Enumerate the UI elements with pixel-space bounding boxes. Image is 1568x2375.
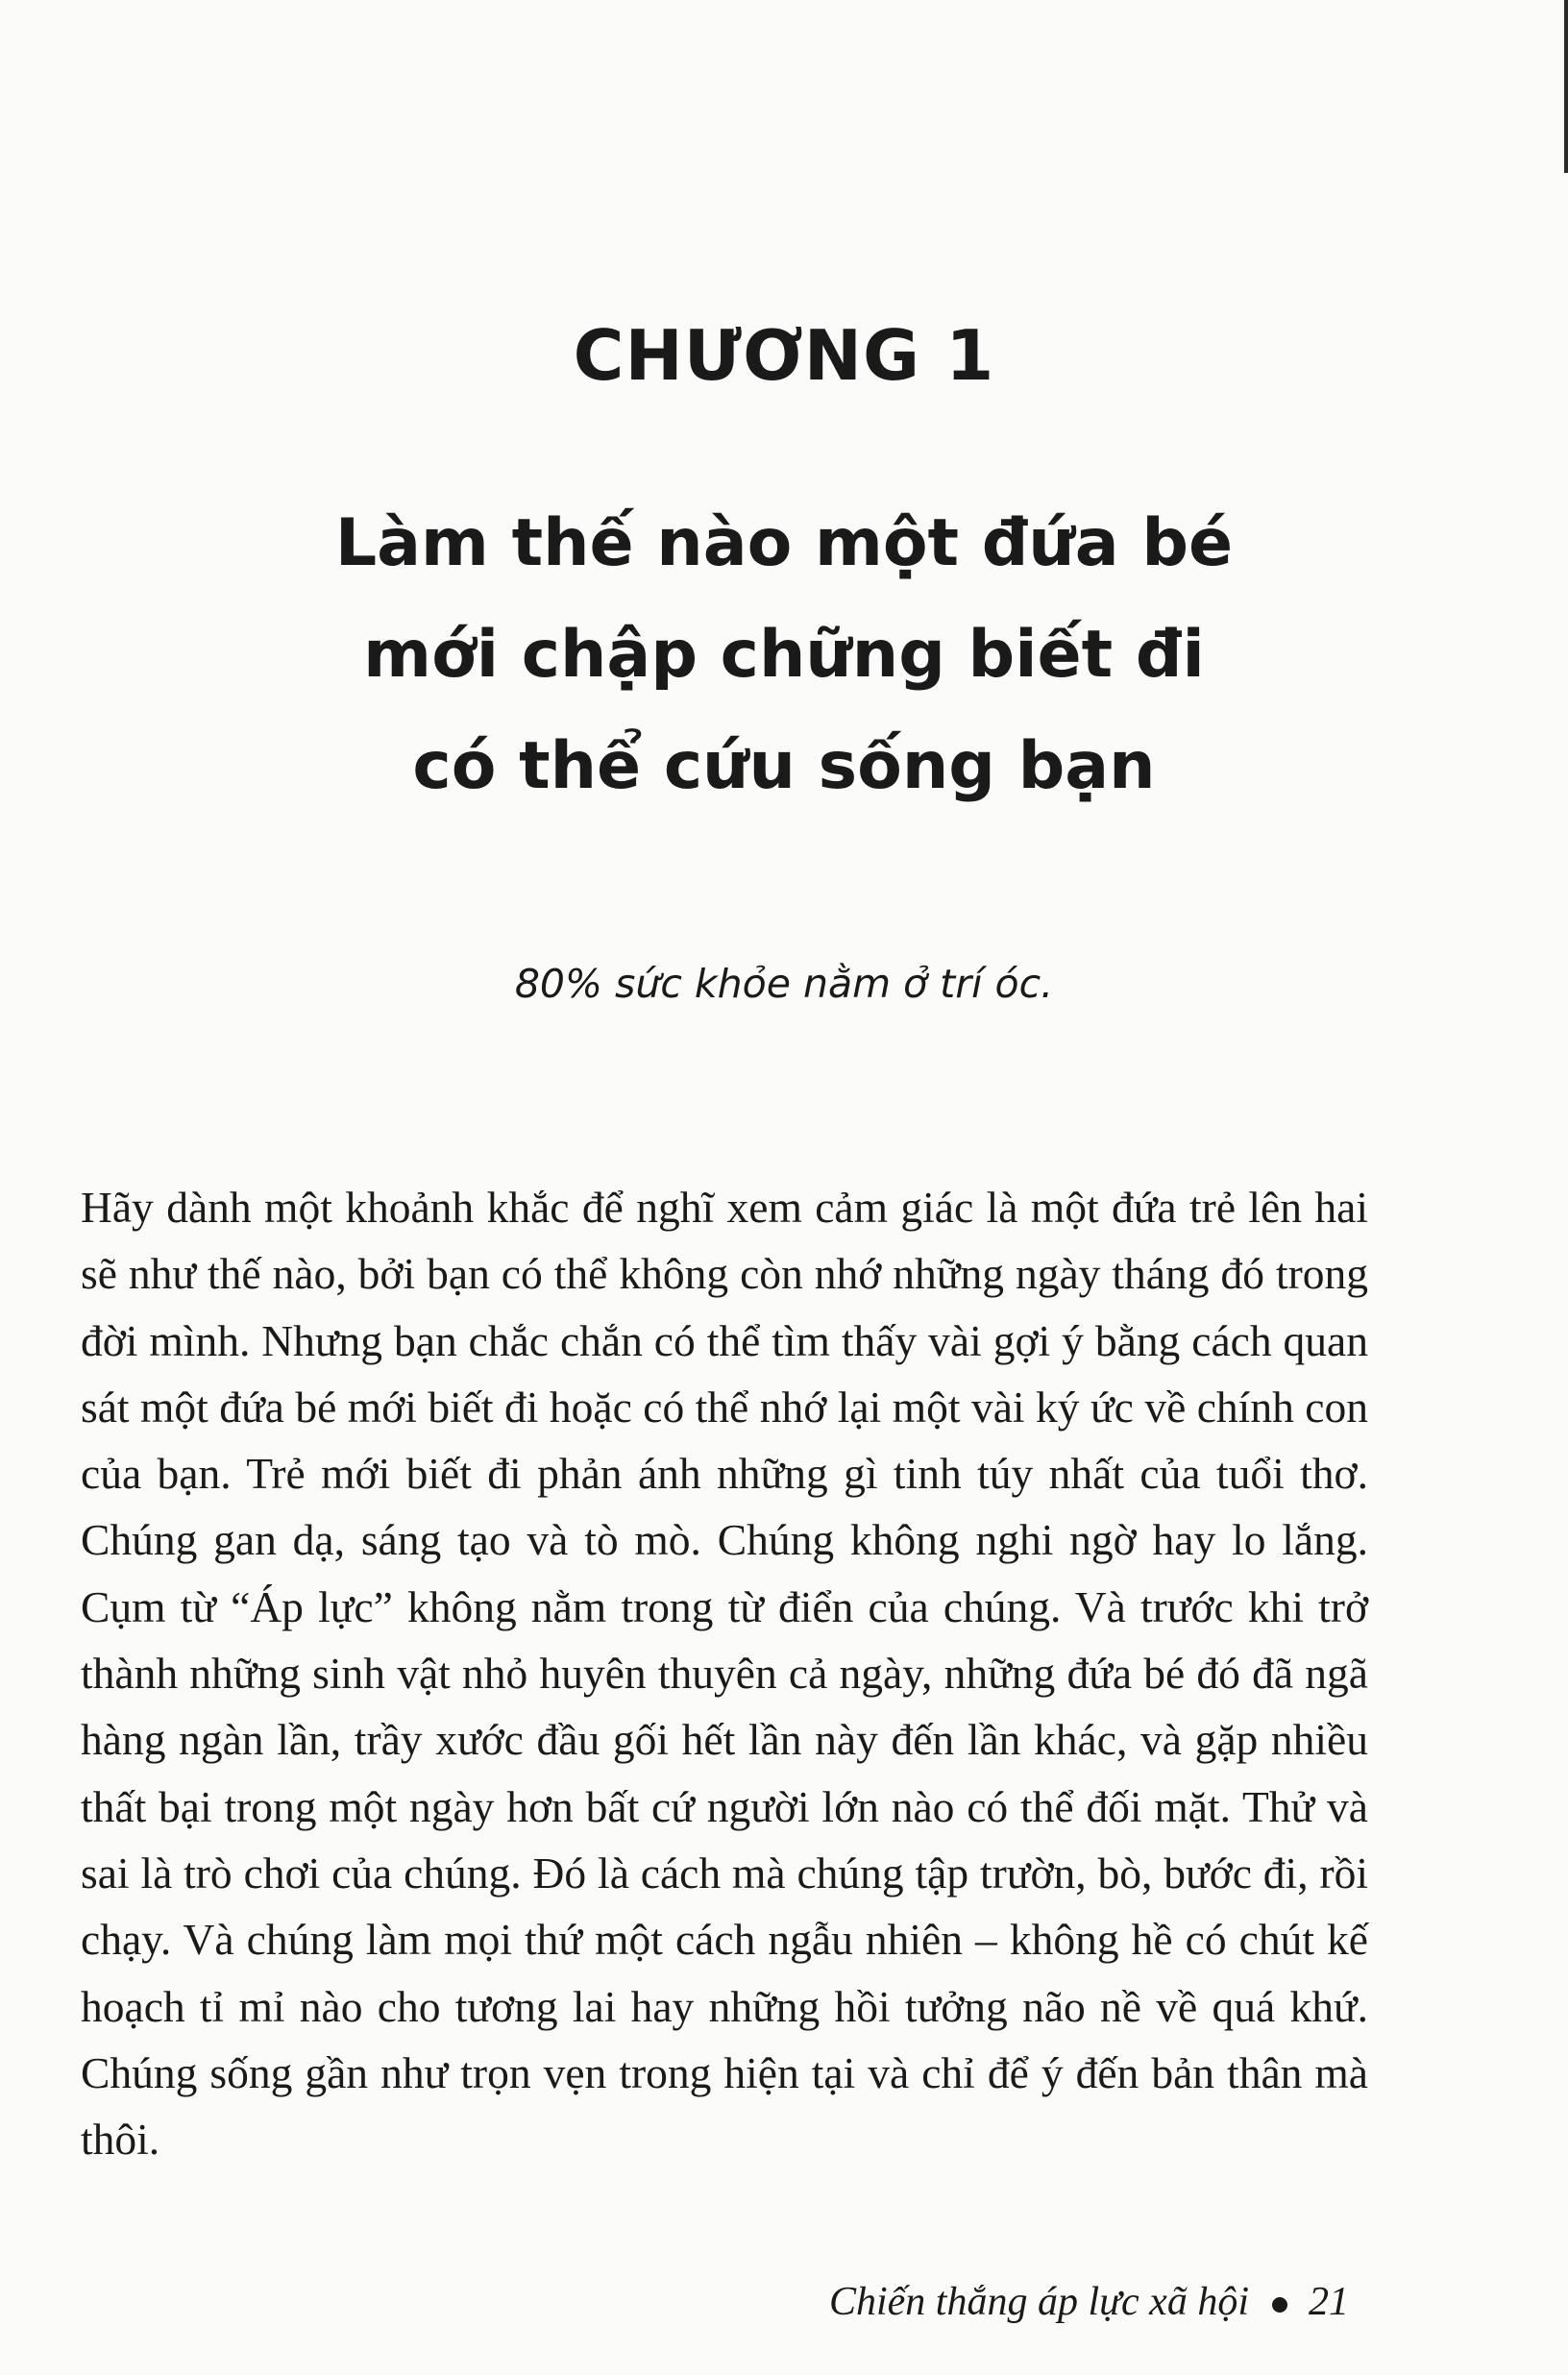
chapter-title (0, 488, 1568, 822)
page-footer (829, 2279, 1349, 2325)
page-edge-shadow (1564, 0, 1568, 173)
chapter-title-line-3: có thể cứu sống bạn (412, 728, 1156, 804)
chapter-title-line-2: mới chập chững biết đi (363, 617, 1205, 693)
running-title: Chiến thắng áp lực xã hội (828, 2280, 1249, 2324)
body-paragraph: Hãy dành một khoảnh khắc để nghĩ xem cảm giác là một đứa trẻ lên hai sẽ như thế nào, bởi bạn có thể không còn nhớ những ngày tháng đó trong đời mình. Nhưng bạn chắc chắn có thể tìm thấy vài gợi ý bằng cách quan sát một đứa bé mới biết đi hoặc có thể nhớ lại một vài ký ức về chính con của bạn. Trẻ mới biết đi phản ánh những gì tinh túy nhất của tuổi thơ. Chúng gan dạ, sáng tạo và tò mò. Chúng không nghi ngờ hay lo lắng. Cụm từ “Áp lực” không nằm trong từ điển của chúng. Và trước khi trở thành những sinh vật nhỏ huyên thuyên cả ngày, những đứa bé đó đã ngã hàng ngàn lần, trầy xước đầu gối hết lần này đến lần khác, và gặp nhiều thất bại trong một ngày hơn bất cứ người lớn nào có thể đối mặt. Thử và sai là trò chơi của chúng. Đó là cách mà chúng tập trườn, bò, bước đi, rồi chạy. Và chúng làm mọi thứ một cách ngẫu nhiên – không hề có chút kế hoạch tỉ mỉ nào cho tương lai hay những hồi tưởng não nề về quá khứ. Chúng sống gần như trọn vẹn trong hiện tại và chỉ để ý đến bản thân mà thôi. (81, 1183, 1368, 2165)
chapter-label: CHƯƠNG 1 (573, 315, 995, 396)
chapter-title-line-1: Làm thế nào một đứa bé (334, 505, 1234, 581)
epigraph: 80% sức khỏe nằm ở trí óc. (514, 961, 1054, 1007)
page-number: 21 (1309, 2280, 1349, 2324)
bullet-separator-icon (1272, 2297, 1287, 2313)
